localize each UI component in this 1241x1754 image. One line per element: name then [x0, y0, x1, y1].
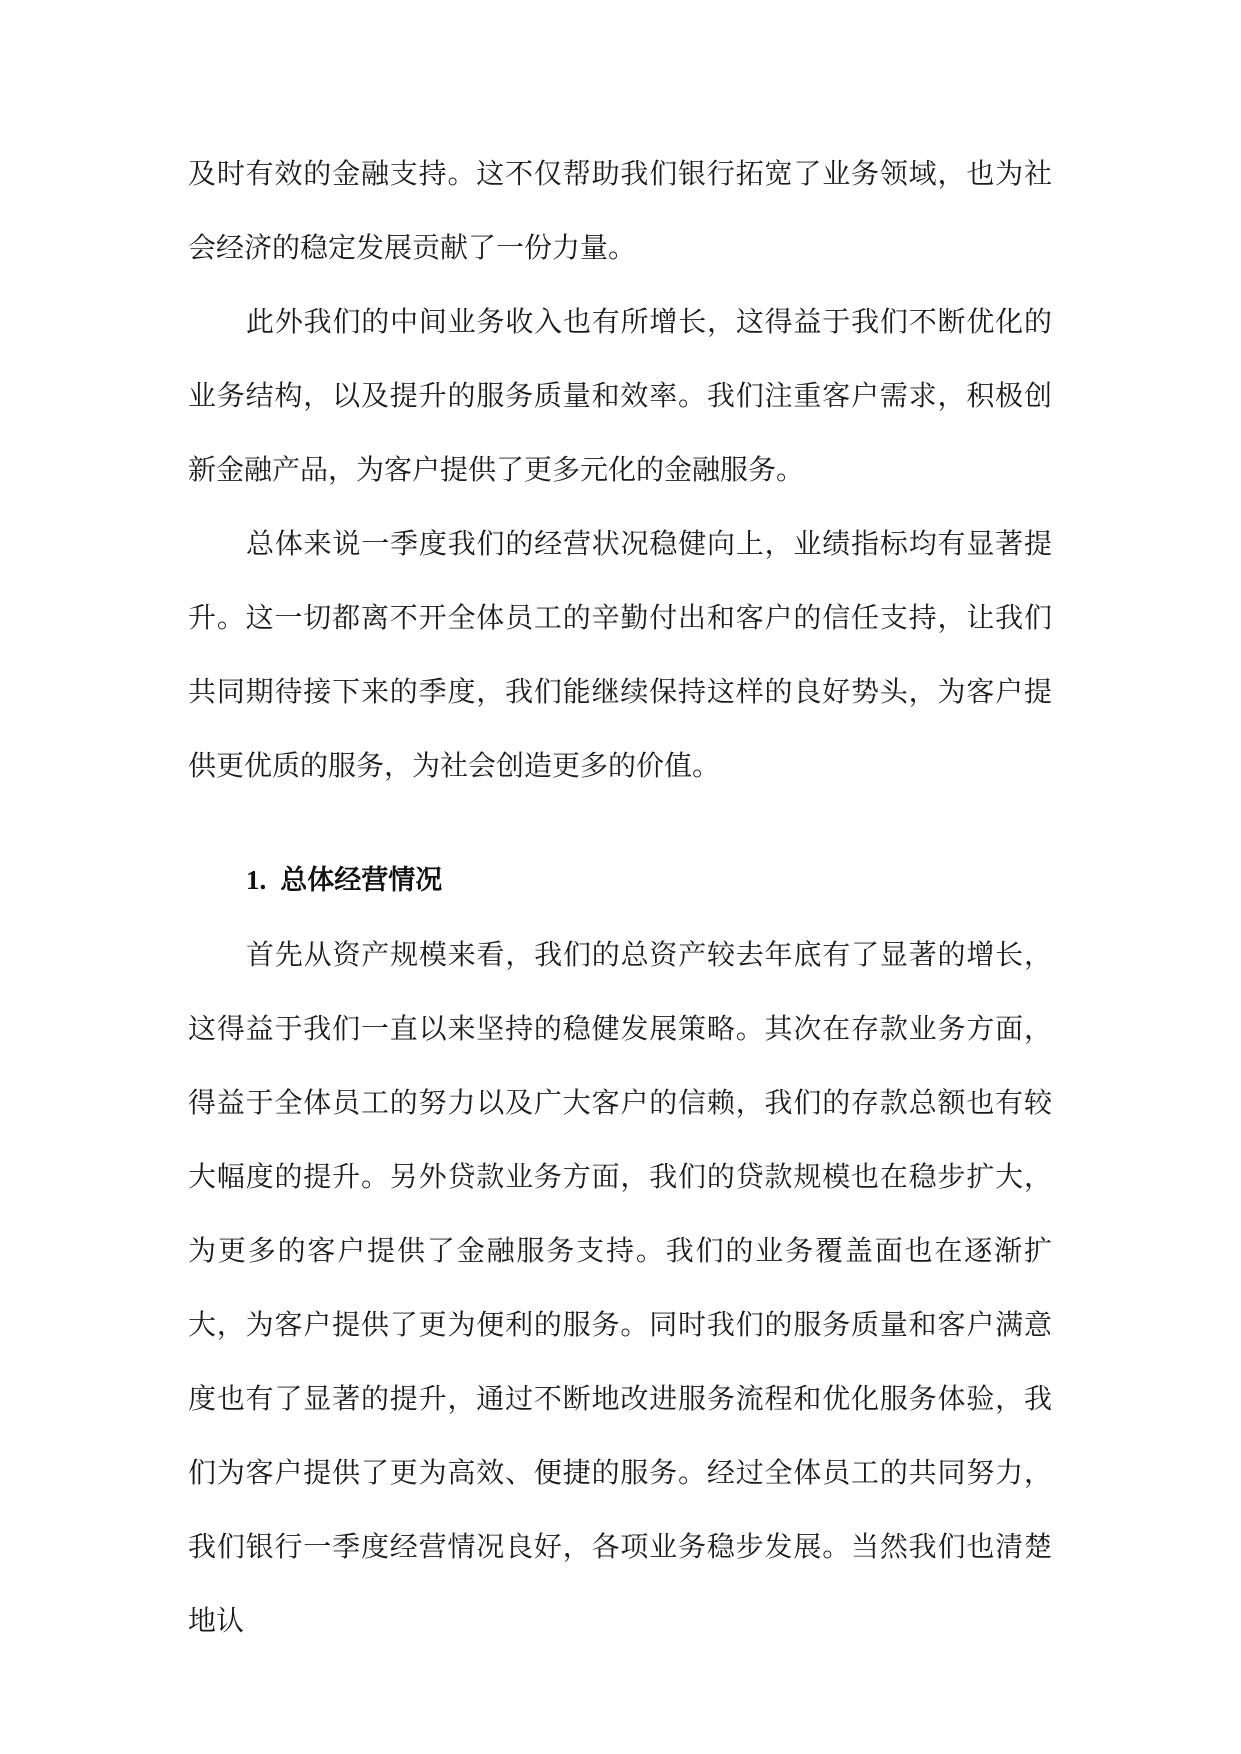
section-number: 1.	[246, 865, 267, 895]
document-body	[188, 137, 1052, 1658]
paragraph-overall-operations: 首先从资产规模来看，我们的总资产较去年底有了显著的增长，这得益于我们一直以来坚持的稳健发展策略。其次在存款业务方面，得益于全体员工的努力以及广大客户的信赖，我们的存款总额也有较大幅度的提升。另外贷款业务方面，我们的贷款规模也在稳步扩大，为更多的客户提供了金融服务支持。我们的业务覆盖面也在逐渐扩大，为客户提供了更为便利的服务。同时我们的服务质量和客户满意度也有了显著的提升，通过不断地改进服务流程和优化服务体验，我们为客户提供了更为高效、便捷的服务。经过全体员工的共同努力，我们银行一季度经营情况良好，各项业务稳步发展。当然我们也清楚地认	[188, 938, 1052, 1637]
section-heading	[188, 843, 1052, 918]
paragraph-continuation: 及时有效的金融支持。这不仅帮助我们银行拓宽了业务领域，也为社会经济的稳定发展贡献了一份力量。	[188, 157, 1052, 264]
section-title: 总体经营情况	[280, 865, 443, 896]
paragraph-summary: 总体来说一季度我们的经营状况稳健向上，业绩指标均有显著提升。这一切都离不开全体员工的辛勤付出和客户的信任支持，让我们共同期待接下来的季度，我们能继续保持这样的良好势头，为客户提供更优质的服务，为社会创造更多的价值。	[188, 527, 1052, 782]
paragraph-intermediate-business: 此外我们的中间业务收入也有所增长，这得益于我们不断优化的业务结构，以及提升的服务质量和效率。我们注重客户需求，积极创新金融产品，为客户提供了更多元化的金融服务。	[188, 305, 1052, 486]
